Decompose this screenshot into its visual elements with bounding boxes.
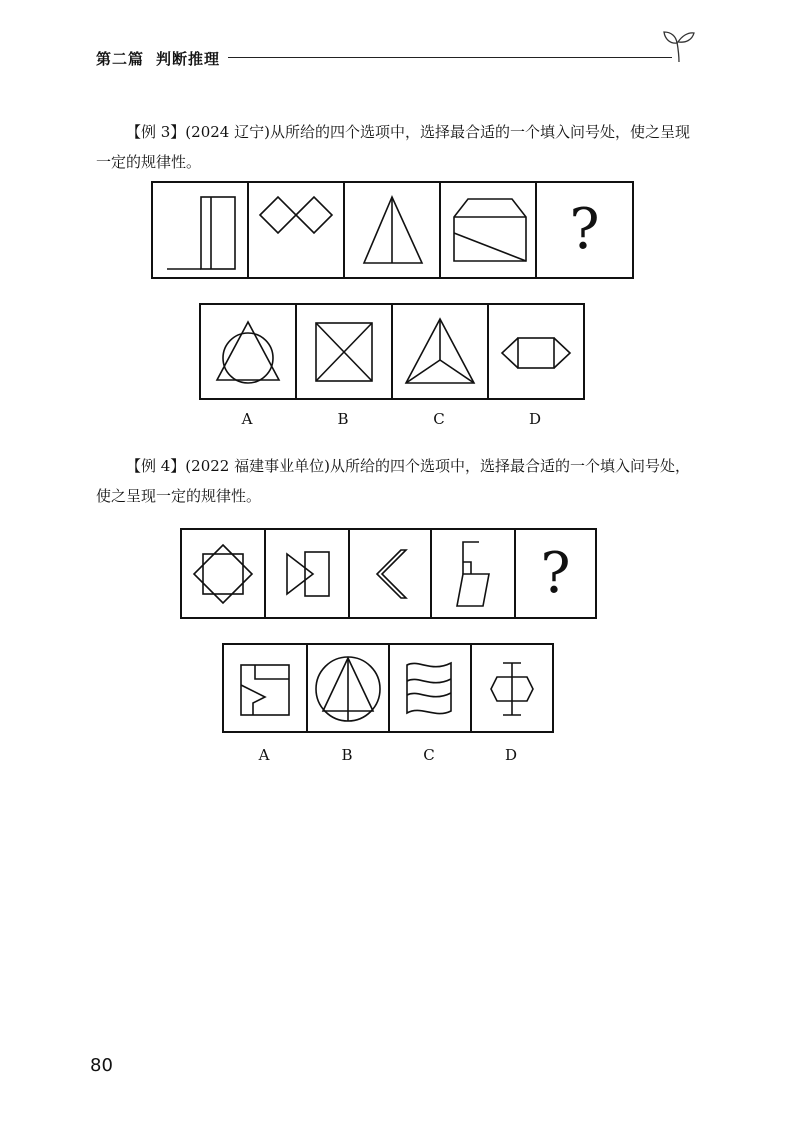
- option-label-c: C: [433, 410, 445, 428]
- option-label-c: C: [423, 746, 435, 764]
- ex4-figure-4: [432, 530, 516, 617]
- option-label-d: D: [528, 410, 542, 428]
- example4-options-row: [222, 643, 554, 733]
- ex4-question-cell: [516, 530, 595, 617]
- ex3-option-b-figure[interactable]: [297, 305, 393, 398]
- ex3-figure-3: [345, 183, 441, 277]
- example3-option-labels: [199, 410, 585, 428]
- ex3-question-cell: [537, 183, 632, 277]
- option-label-b: B: [341, 746, 353, 764]
- ex4-option-b-figure[interactable]: [308, 645, 390, 731]
- option-label-a: A: [258, 746, 270, 764]
- example4-question-row: [180, 528, 597, 619]
- ex3-figure-1: [153, 183, 249, 277]
- example3-options-row: [199, 303, 585, 400]
- ex3-figure-4: [441, 183, 537, 277]
- option-label-d: D: [504, 746, 518, 764]
- ex4-option-d-figure[interactable]: [472, 645, 552, 731]
- header-section: 判断推理: [156, 50, 221, 68]
- example3-text: 【例 3】(2024 辽宁)从所给的四个选项中，选择最合适的一个填入问号处，使之呈现一定的规律性。: [96, 123, 690, 171]
- ex3-figure-2: [249, 183, 345, 277]
- option-label-a: A: [241, 410, 253, 428]
- question-mark: ?: [569, 197, 600, 262]
- ex4-figure-1: [182, 530, 266, 617]
- option-label-b: B: [337, 410, 349, 428]
- ex4-option-a-figure[interactable]: [224, 645, 308, 731]
- ex4-figure-2: [266, 530, 350, 617]
- running-header: [96, 48, 220, 69]
- ex3-option-a-figure[interactable]: [201, 305, 297, 398]
- example4-text: 【例 4】(2022 福建事业单位)从所给的四个选项中，选择最合适的一个填入问号处，使之呈现一定的规律性。: [96, 457, 690, 505]
- ex4-figure-3: [350, 530, 432, 617]
- header-part: 第二篇: [96, 50, 145, 68]
- example4-option-labels: [222, 746, 554, 764]
- sprout-icon: [662, 28, 696, 64]
- page-number: 80: [90, 1055, 113, 1076]
- ex4-option-c-figure[interactable]: [390, 645, 472, 731]
- ex3-option-c-figure[interactable]: [393, 305, 489, 398]
- ex3-option-d-figure[interactable]: [489, 305, 583, 398]
- question-mark: ?: [540, 540, 571, 606]
- example3-question-row: [151, 181, 634, 279]
- header-rule: [228, 57, 672, 58]
